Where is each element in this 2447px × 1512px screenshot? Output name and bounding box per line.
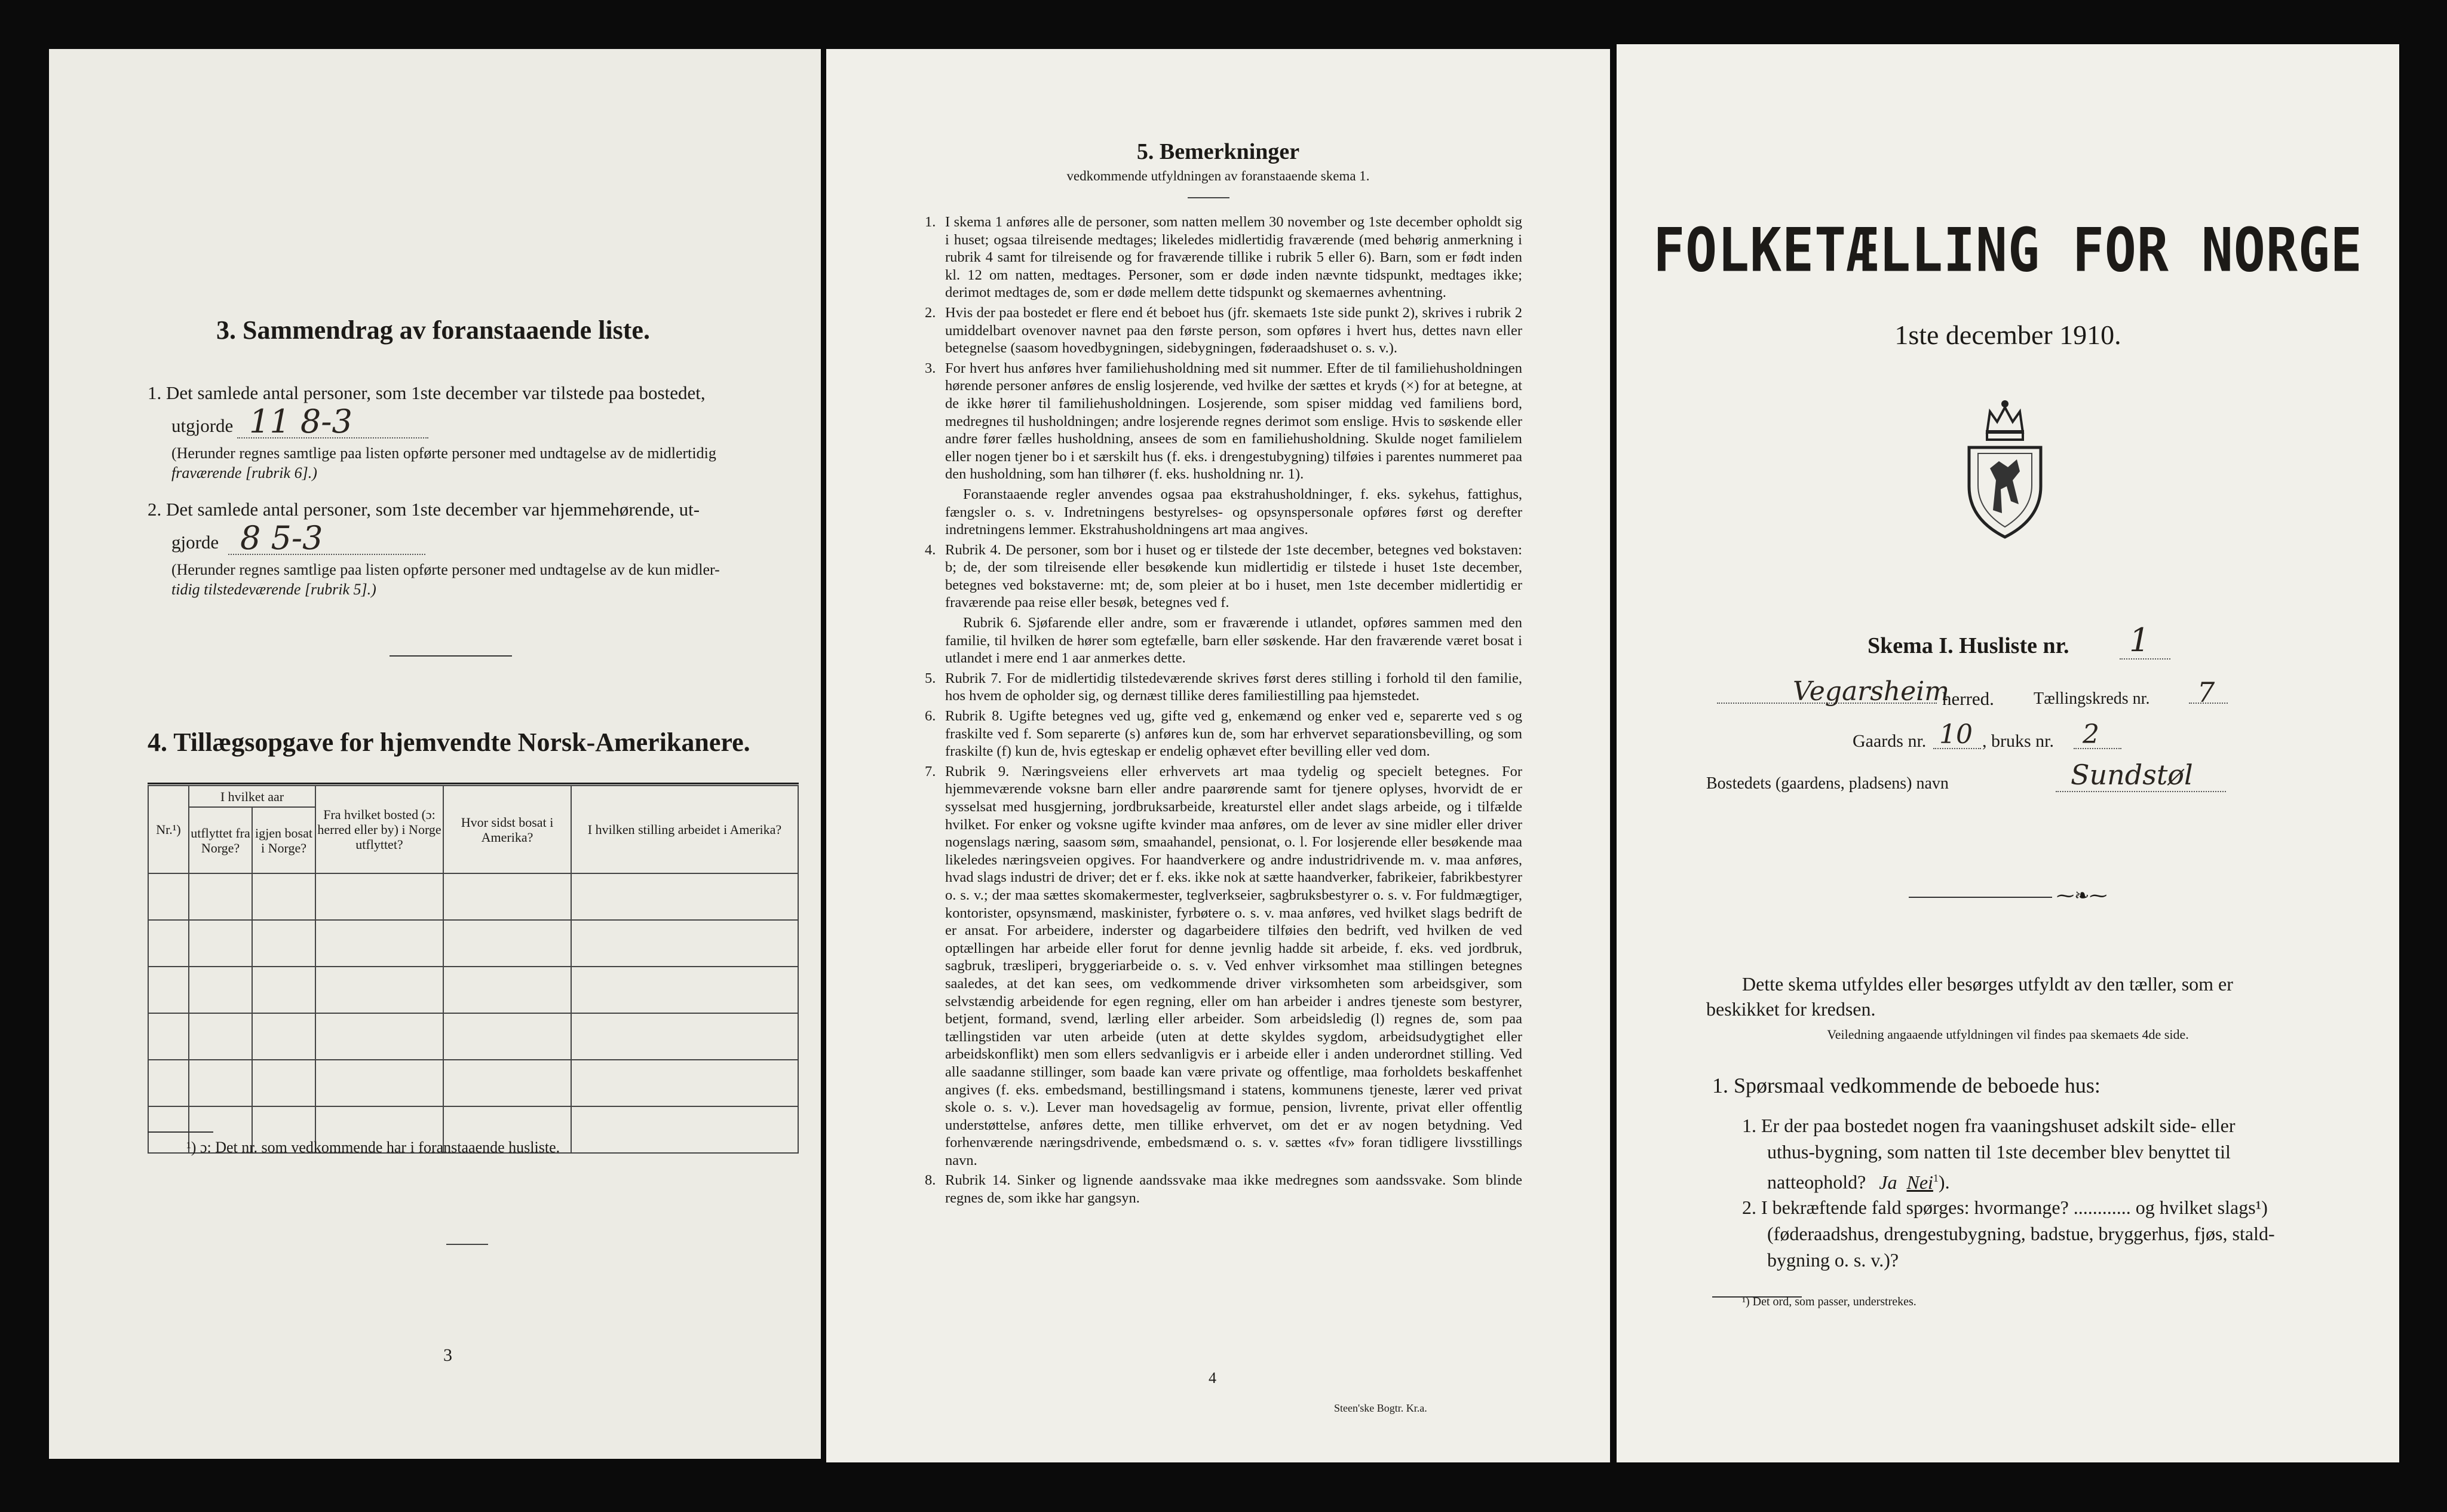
remark-item xyxy=(925,360,1522,483)
remark-item xyxy=(925,213,1522,302)
question-2: 2. I bekræftende fald spørges: hvormange? ............ og hvilket slags¹) (føderaadshus, drengestubygning, badstue, bryggerhus, fjøs, stald- bygning o. s. v.)? xyxy=(1742,1197,2275,1271)
bosted-value: Sundstøl xyxy=(2071,759,2193,791)
remark-number: 1. xyxy=(925,214,936,230)
herred-value: Vegarsheim xyxy=(1793,676,1949,707)
remarks-title: 5. Bemerkninger xyxy=(1136,139,1300,164)
th-group: I hvilket aar xyxy=(189,786,315,807)
form-title: FOLKETÆLLING FOR NORGE xyxy=(1653,214,2363,286)
question-1: 1. Er der paa bostedet nogen fra vaaningshuset adskilt side- eller uthus-bygning, som natten til 1ste december blev benyttet til natteophold? Ja Nei$^1$). xyxy=(1742,1115,2236,1193)
schema-label: Skema I. Husliste nr. xyxy=(1868,633,2069,658)
th-position: I hvilken stilling arbeidet i Amerika? xyxy=(571,786,798,873)
remark-number: 2. xyxy=(925,304,936,321)
intro-text: Dette skema utfyldes eller besørges utfyldt av den tæller, som er beskikket for kredsen. xyxy=(1706,973,2233,1020)
remark-number: 6. xyxy=(925,708,936,725)
th-last: Hvor sidst bosat i Amerika? xyxy=(443,786,571,873)
table-row xyxy=(148,1013,798,1060)
remark-text: I skema 1 anføres alle de personer, som natten mellem 30 november og 1ste december opholdt sig i huset; ogsaa tilreisende medtages; likeledes midlertidig fraværende (med behørig anmerkning i rubrik 4 samt for tilreisende og for fraværende tillike i rubrik 5 eller 6). Barn, som er født inden kl. 12 om natten, medtages. Personer, som er døde inden nævnte tidspunkt, medtages ikke; derimot medtages de, som er døde mellem dette tidspunkt og skemaernes avhentning. xyxy=(945,214,1522,301)
remark-number: 7. xyxy=(925,763,936,780)
form-date: 1ste december 1910. xyxy=(1894,320,2121,350)
remark-text: Rubrik 7. For de midlertidig tilstedeværende skrives først deres stilling i forhold til den familie, hos hvem de opholder sig, og dernæst tillike deres familiestilling paa hjemstedet. xyxy=(945,670,1522,704)
divider-rule xyxy=(390,655,512,657)
remark-text: Rubrik 9. Næringsveiens eller erhvervets art maa tydelig og specielt betegnes. For hjemmeværende voksne barn eller andre paarørende samt for tjenere oplyses, hvorvidt de er sysselsat med husgjerning, jordbruksarbeide, kreaturstel eller andet slags arbeide, og i tilfælde hvilket. For enker og voksne ugifte kvinder maa anføres, om de lever av sine midler eller driver nogenslags næring, saasom søm, smaahandel, pensionat, o. l. For losjerende eller besøkende maa likeledes næringsveien opgives. For haandverkere og andre industridrivende m. v. maa anføres, hvad slags industri de driver; det er f. eks. ikke nok at sætte haandverker, fabrikeier, fabrikbestyrer o. s. v.; der maa sættes skomakermester, teglverkseier, sagbruksbestyrer o. s. v. For fuldmægtiger, kontorister, opsynsmænd, maskinister, fyrbøtere o. s. v. maa anføres, ved hvilket slags bedrift de er ansat. For arbeidere, inderster og dagarbeidere tilføies den bedrift, ved hvilken de ved optællingen har arbeide eller forut for denne jevnlig hadde sit arbeide, f. eks. ved jordbruk, sagbruk, træsliperi, bryggeriarbeide o. s. v. Ved enhver virksomhet maa stillingen betegnes saaledes, at det kan sees, om vedkommende driver virksomheten som arbeidsgiver, som selvstændig arbeidende for egen regning, eller om han arbeider i andres tjeneste som bestyrer, betjent, formand, svend, lærling eller arbeider. Som arbeidsledig (l) regnes de, som paa tællingstiden var uten arbeide (uten at dette skyldes sygdom, arbeidsudygtighet eller arbeidskonflikt) men som ellers sedvanligvis er i arbeide eller i anden underordnet stilling. Ved alle saadanne stillinger, som baade kan være private og offentlige, maa forholdets beskaffenhet angives (f. eks. embedsmand, bestillingsmand i statens, kommunens tjeneste, lærer ved privat skole o. s. v.). Lever man hovedsagelig av formue, pension, livrente, privat eller offentlig understøttelse, anføres dette, men tillike erhvervet, om det er av nogen betydning. Ved forhenværende næringsdrivende, embedsmænd o. s. v. sættes «fv» foran tidligere livsstillings navn. xyxy=(945,763,1522,1168)
item2-prefix: gjorde xyxy=(171,532,219,553)
remark-number: 4. xyxy=(925,541,936,558)
remark-number: 3. xyxy=(925,360,936,376)
item1-underline xyxy=(237,437,428,438)
footnote-rule xyxy=(148,1131,213,1133)
bruks-label: , bruks nr. xyxy=(1982,731,2054,751)
remark-item xyxy=(925,763,1522,1170)
remark-text: Foranstaaende regler anvendes ogsaa paa ekstrahusholdninger, f. eks. sykehus, fattighus, fængsler o. s. v. Indretningens bestyrelses- og opsynspersonale opføres først og derefter indretningens lemmer. Ekstrahusholdningens art maa angives. xyxy=(945,486,1522,538)
gaards-label: Gaards nr. xyxy=(1853,731,1927,751)
table-row xyxy=(148,967,798,1013)
remark-number: 5. xyxy=(925,670,936,686)
remark-number xyxy=(925,614,945,667)
right-page xyxy=(1617,44,2399,1462)
th-emigrated: utflyttet fra Norge? xyxy=(189,807,252,873)
answer-ja: Ja xyxy=(1879,1171,1897,1193)
middle-page xyxy=(826,49,1610,1462)
remark-text: Rubrik 4. De personer, som bor i huset og er tilstede der 1ste december, betegnes ved bokstaven: b; de, der som tilreisende eller besøkende kun midlertidig er tilstede i huset 1ste december, betegnes ved bokstaverne: mt; de, som pleier at bo i huset, men 1ste december midlertidig er fraværende paa reise eller besøk, betegnes ved f. xyxy=(945,541,1522,611)
intro-note: Veiledning angaaende utfyldningen vil findes paa skemaets 4de side. xyxy=(1827,1027,2189,1042)
bosted-label: Bostedets (gaardens, pladsens) navn xyxy=(1706,774,1949,793)
remark-text: Hvis der paa bostedet er flere end ét beboet hus (jfr. skemaets 1ste side punkt 2), skrives i rubrik 2 umiddelbart ovenover navnet paa den første person, som opføres i hvert hus, dettes navn eller betegnelse (saasom hovedbygningen, sidebygningen, føderaadshuset o. s. v.). xyxy=(945,304,1522,357)
remark-text: Rubrik 14. Sinker og lignende aandssvake maa ikke medregnes som aandssvake. Som blinde regnes de, som ikke har gangsyn. xyxy=(945,1172,1522,1207)
remark-item xyxy=(925,707,1522,760)
section3-title: 3. Sammendrag av foranstaaende liste. xyxy=(216,315,650,345)
th-from: Fra hvilket bosted (ɔ: herred eller by) i Norge utflyttet? xyxy=(315,786,443,873)
answer-nei: Nei xyxy=(1906,1171,1933,1193)
remark-text: Rubrik 6. Sjøfarende eller andre, som er fraværende i utlandet, opføres sammen med den familie, til hvilken de hører som egtefælle, barn eller søskende. Har den fraværende været bosat i utlandet i mere end 1 aar anmerkes dette. xyxy=(945,615,1522,667)
remark-number: 8. xyxy=(925,1172,936,1189)
bosted-underline xyxy=(2056,791,2226,792)
gaards-value: 10 xyxy=(1939,719,1973,750)
ornament: ⁓❧⁓ xyxy=(1617,885,2399,906)
printer-mark: Steen'ske Bogtr. Kr.a. xyxy=(1334,1402,1427,1414)
remark-text: For hvert hus anføres hver familiehusholdning med sit nummer. Efter de til familiehusholdningen hørende personer anføres de enslig losjerende, ved hvilke der sættes et kryds (×) for at betegne, at de ikke hører til familiehusholdningen. Losjerende, som spiser middag ved familiens bord, medregnes til husholdningen; andre losjerende regnes derimot som enslige. Hvis to søskende eller andre fører fælles husholdning, ansees de som en familiehusholdning. Skulde noget familielem eller nogen tjener bo i et særskilt hus (f. eks. i drengestubygning) tilføies i parentes nummeret paa den husholdning, som han tilhører (f. eks. husholdning nr. 1). xyxy=(945,360,1522,483)
th-nr: Nr.¹) xyxy=(148,786,189,873)
remarks-subtitle: vedkommende utfyldningen av foranstaaende skema 1. xyxy=(1066,168,1370,183)
item1-value: 11 8-3 xyxy=(249,403,352,440)
remark-item xyxy=(925,1171,1522,1207)
remark-text: Rubrik 8. Ugifte betegnes ved ug, gifte ved g, enkemænd og enker ved e, separerte ved s og fraskilte ved f. Som separerte (s) anføres kun de, som har erhvervet separationsbevilling, og som fraskilte (f) kun de, hvis egteskap er endelig ophævet efter bevilling eller ved dom. xyxy=(945,708,1522,760)
item2-text: 2. Det samlede antal personer, som 1ste december var hjemmehørende, ut- xyxy=(148,499,700,520)
remark-item xyxy=(925,304,1522,357)
left-page-number: 3 xyxy=(443,1345,452,1365)
mid-page-number: 4 xyxy=(1209,1369,1216,1387)
left-page xyxy=(49,49,821,1459)
remark-item xyxy=(925,486,1522,539)
table-row xyxy=(148,920,798,967)
bruks-value: 2 xyxy=(2083,719,2099,750)
norsk-amerikanere-table xyxy=(148,785,799,1154)
title-rule xyxy=(1188,197,1229,198)
item1-text: 1. Det samlede antal personer, som 1ste december var tilstede paa bostedet, xyxy=(148,382,706,403)
table-top-rule xyxy=(148,783,799,784)
left-footnote: ¹) ɔ: Det nr. som vedkommende har i foranstaaende husliste. xyxy=(186,1139,560,1156)
krets-label: Tællingskreds nr. xyxy=(2034,689,2150,708)
herred-label: herred. xyxy=(1942,688,1994,709)
husliste-nr: 1 xyxy=(2129,621,2150,659)
coat-of-arms-icon xyxy=(1960,391,2050,540)
section4-title: 4. Tillægsopgave for hjemvendte Norsk-Amerikanere. xyxy=(148,728,750,757)
remark-number xyxy=(925,486,945,539)
item1-prefix: utgjorde xyxy=(171,415,234,436)
table-row xyxy=(148,873,798,920)
remarks-list xyxy=(925,213,1522,1210)
remark-item xyxy=(925,614,1522,667)
krets-value: 7 xyxy=(2197,676,2215,709)
th-returned: igjen bosat i Norge? xyxy=(252,807,315,873)
remark-item xyxy=(925,670,1522,705)
bruks-underline xyxy=(2074,748,2121,749)
item2-note: (Herunder regnes samtlige paa listen opførte personer med undtagelse av de kun midler- tidig tilstedeværende [rubrik 5].) xyxy=(171,561,720,598)
husliste-underline xyxy=(2120,658,2170,660)
right-footnote: ¹) Det ord, som passer, understrekes. xyxy=(1742,1295,1916,1308)
item1-note: (Herunder regnes samtlige paa listen opførte personer med undtagelse av de midlertidig fraværende [rubrik 6].) xyxy=(171,444,716,481)
short-dash xyxy=(446,1244,488,1245)
questions-title: 1. Spørsmaal vedkommende de beboede hus: xyxy=(1712,1074,2101,1097)
item2-underline xyxy=(228,554,425,555)
gaards-underline xyxy=(1933,748,1981,749)
table-row xyxy=(148,1060,798,1106)
item2-value: 8 5-3 xyxy=(240,519,323,557)
remark-item xyxy=(925,541,1522,612)
